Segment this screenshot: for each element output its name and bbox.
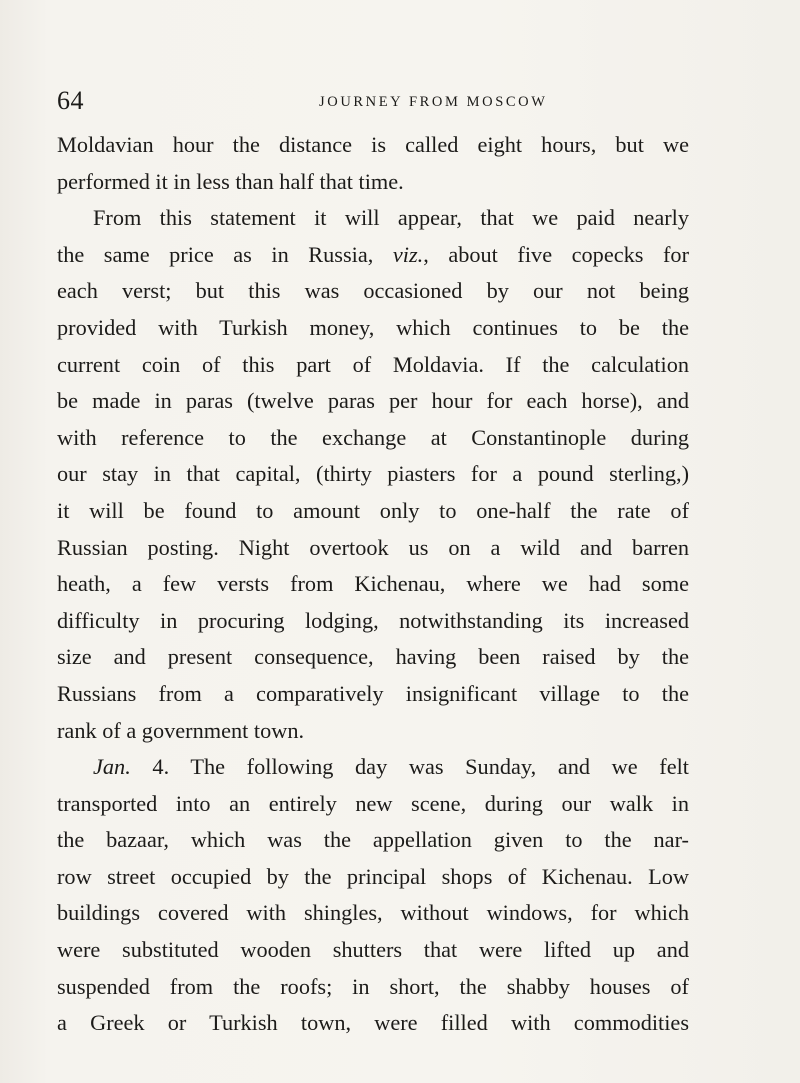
text-segment: 4. The following day was Sunday, and we felt bbox=[130, 754, 689, 780]
italic-abbreviation: viz. bbox=[392, 241, 424, 267]
text-line: were substituted wooden shutters that were lifted up and bbox=[57, 937, 689, 963]
text-segment: the same price as in Russia, bbox=[57, 241, 374, 267]
text-line bbox=[57, 749, 689, 786]
text-line: the bazaar, which was the appellation given to the nar- bbox=[57, 827, 689, 853]
text-line: a Greek or Turkish town, were filled with commodities bbox=[57, 1010, 689, 1036]
text-line: From this statement it will appear, that we paid nearly bbox=[93, 205, 689, 231]
text-line: current coin of this part of Moldavia. If the calculation bbox=[57, 351, 689, 377]
text-line: Russians from a comparatively insignificant village to the bbox=[57, 680, 689, 706]
page-number: 64 bbox=[57, 86, 84, 115]
text-line: performed it in less than half that time. bbox=[57, 168, 404, 194]
text-line: each verst; but this was occasioned by our not being bbox=[57, 278, 689, 304]
text-line: transported into an entirely new scene, during our walk in bbox=[57, 790, 689, 816]
italic-date: Jan. bbox=[93, 754, 131, 780]
text-line: be made in paras (twelve paras per hour for each horse), and bbox=[57, 388, 689, 414]
text-line: Moldavian hour the distance is called eight hours, but we bbox=[57, 132, 689, 157]
text-line: size and present consequence, having been raised by the bbox=[57, 644, 689, 670]
text-segment: , about five copecks for bbox=[423, 241, 689, 267]
text-line bbox=[57, 237, 689, 274]
text-line: rank of a government town. bbox=[57, 717, 305, 743]
text-line: difficulty in procuring lodging, notwithstanding its increased bbox=[57, 607, 689, 633]
page-header bbox=[57, 86, 687, 116]
text-line: heath, a few versts from Kichenau, where we had some bbox=[57, 571, 689, 597]
body-text bbox=[57, 127, 689, 1042]
text-line: provided with Turkish money, which continues to be the bbox=[57, 314, 689, 340]
running-head: JOURNEY FROM MOSCOW bbox=[319, 94, 548, 110]
text-line: with reference to the exchange at Constantinople during bbox=[57, 424, 689, 450]
text-line: our stay in that capital, (thirty piasters for a pound sterling,) bbox=[57, 461, 689, 487]
text-line: Russian posting. Night overtook us on a wild and barren bbox=[57, 534, 689, 560]
text-line: it will be found to amount only to one-half the rate of bbox=[57, 497, 689, 523]
text-line: row street occupied by the principal shops of Kichenau. Low bbox=[57, 863, 689, 889]
text-line: suspended from the roofs; in short, the shabby houses of bbox=[57, 973, 689, 999]
text-line: buildings covered with shingles, without windows, for which bbox=[57, 900, 689, 926]
